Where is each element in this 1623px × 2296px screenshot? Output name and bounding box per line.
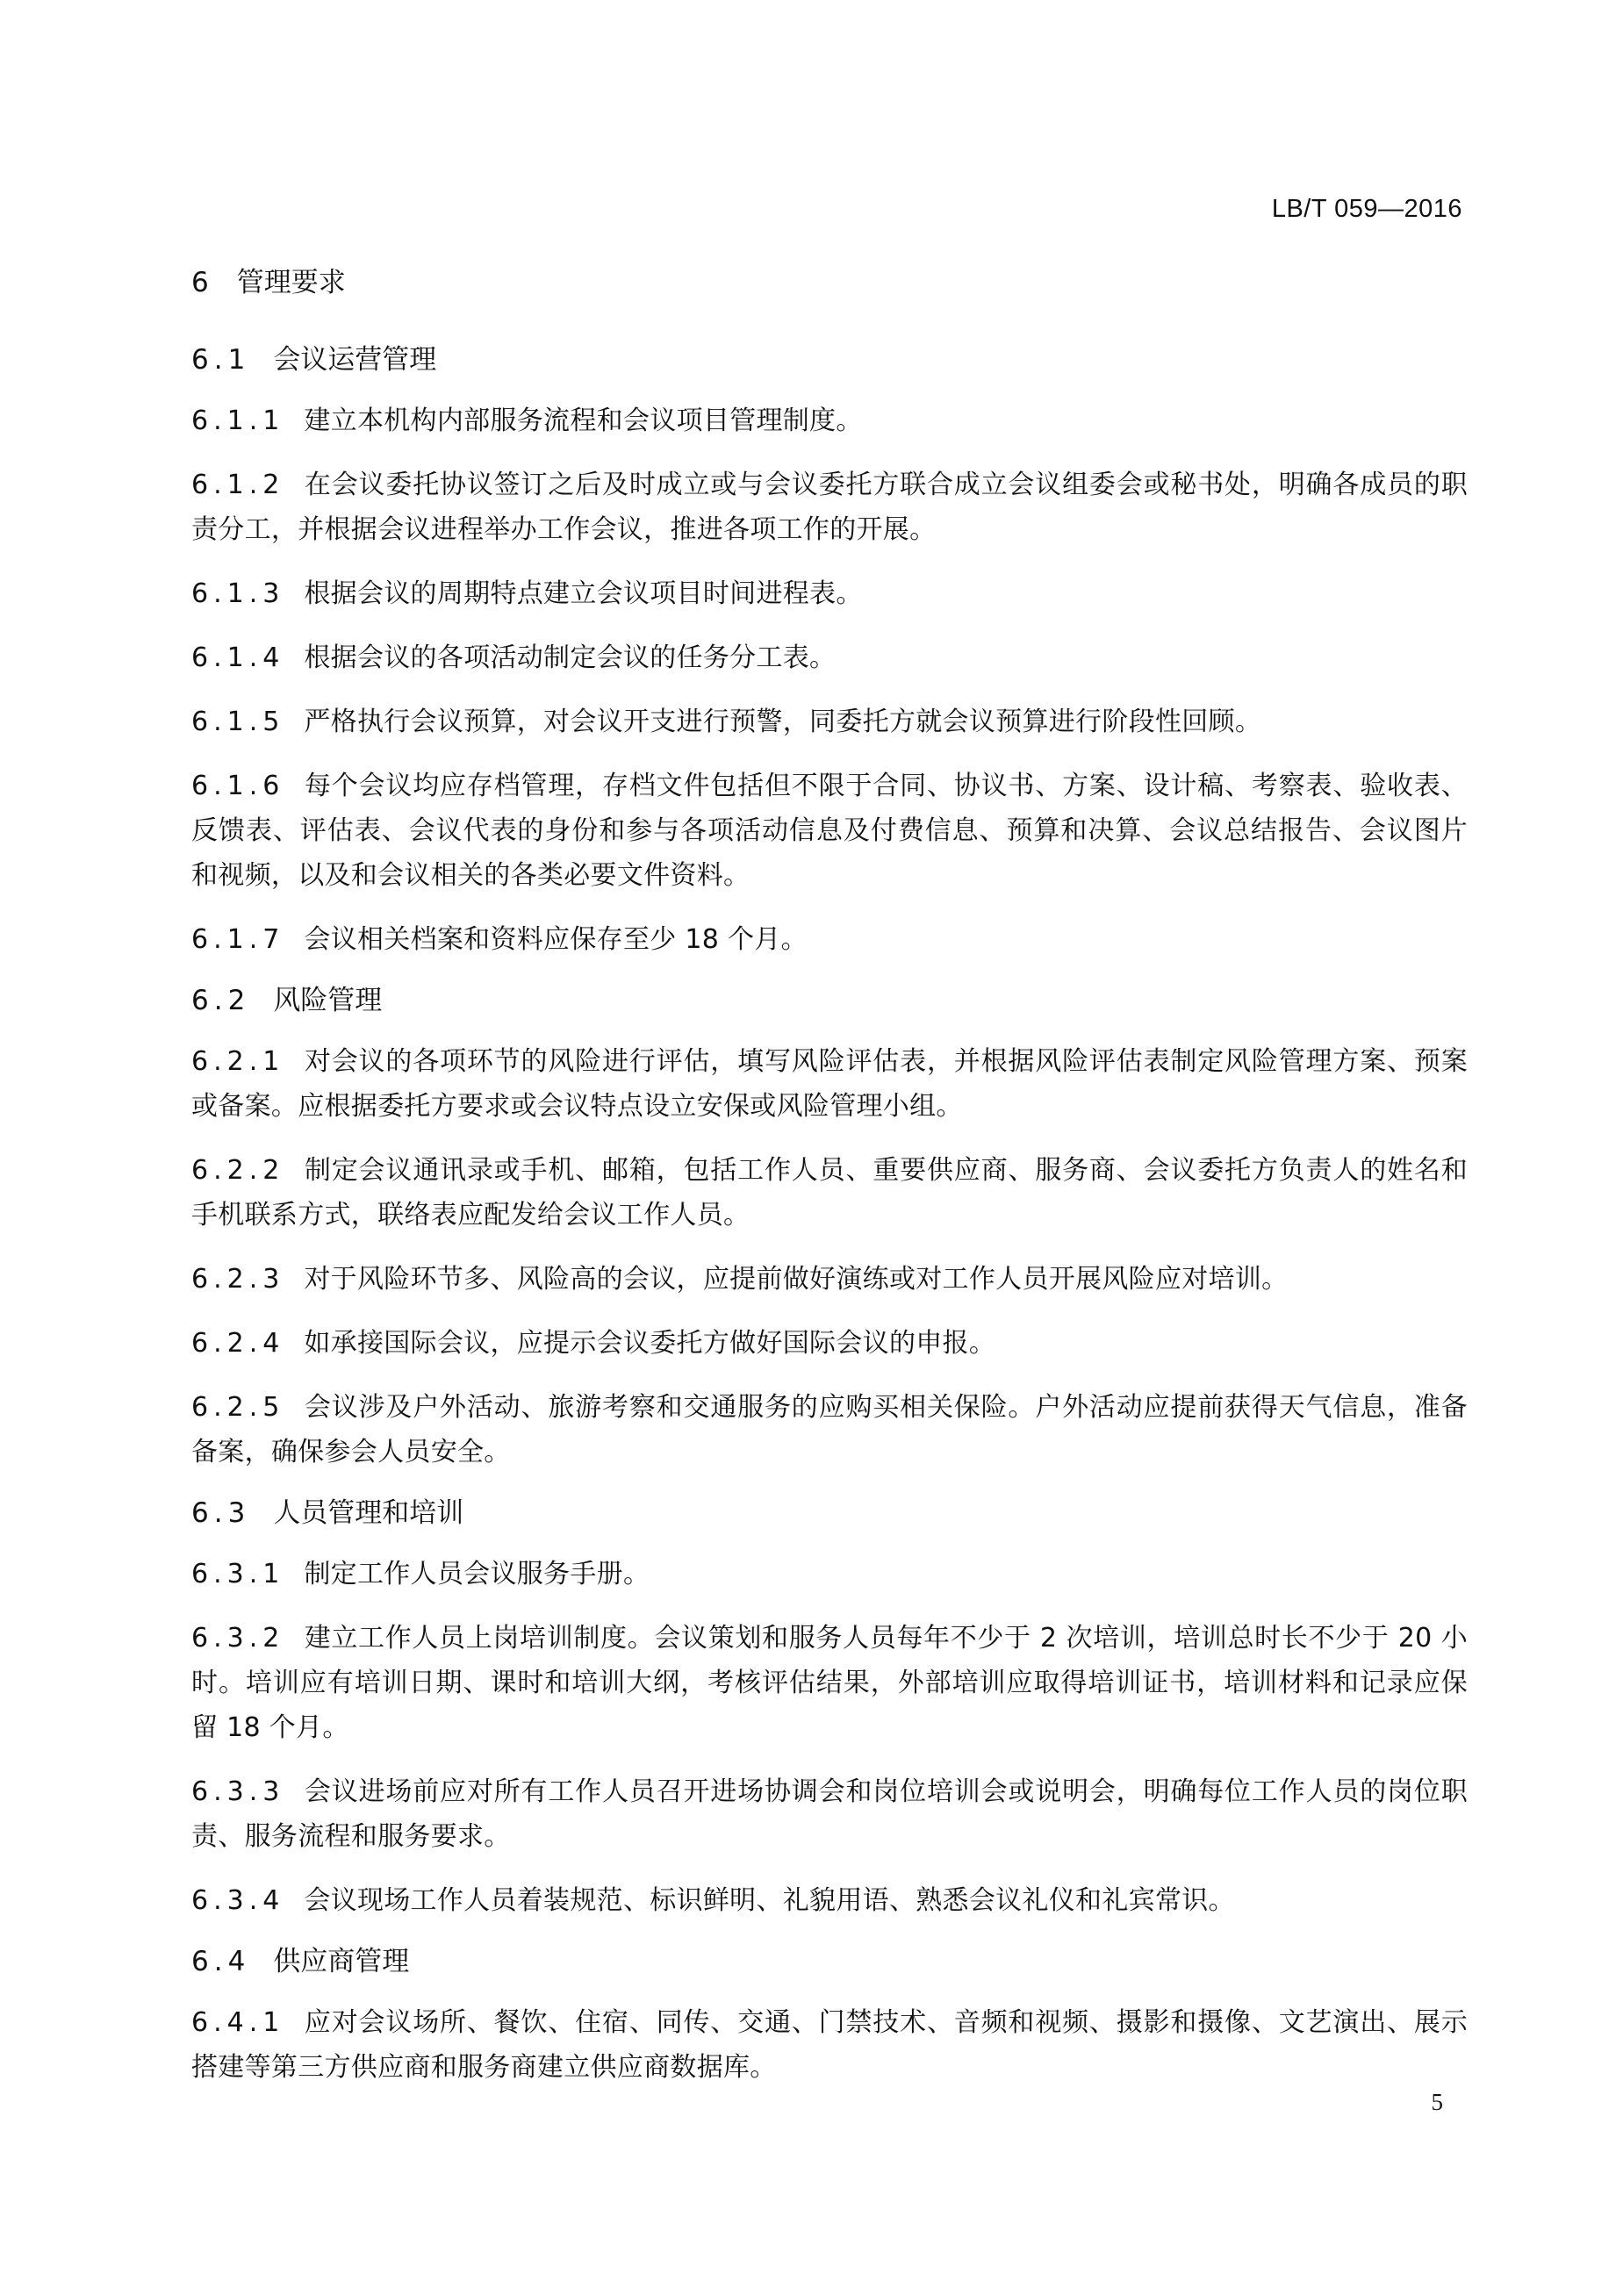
clause-text: 严格执行会议预算，对会议开支进行预警，同委托方就会议预算进行阶段性回顾。 bbox=[304, 707, 1262, 737]
clause-paragraph bbox=[191, 1385, 1468, 1474]
clause-text: 应对会议场所、餐饮、住宿、同传、交通、门禁技术、音频和视频、摄影和摄像、文艺演出、展示搭建等第三方供应商和服务商建立供应商数据库。 bbox=[191, 2007, 1468, 2083]
clause-text: 建立本机构内部服务流程和会议项目管理制度。 bbox=[304, 405, 863, 436]
clause-text: 会议相关档案和资料应保存至少 18 个月。 bbox=[304, 924, 808, 955]
clause-text: 建立工作人员上岗培训制度。会议策划和服务人员每年不少于 2 次培训，培训总时长不少于 20 小时。培训应有培训日期、课时和培训大纲，考核评估结果，外部培训应取得培训证书，培训材料和记录应保留 18 个月。 bbox=[191, 1623, 1468, 1743]
clause-paragraph bbox=[191, 463, 1468, 552]
clause-paragraph bbox=[191, 764, 1468, 898]
clause-paragraph bbox=[191, 1769, 1468, 1859]
clause-number: 6.1.6 bbox=[191, 771, 285, 801]
clause-paragraph bbox=[191, 1878, 1468, 1923]
clause-text: 对于风险环节多、风险高的会议，应提前做好演练或对工作人员开展风险应对培训。 bbox=[304, 1264, 1289, 1295]
clause-number: 6.3.1 bbox=[191, 1559, 285, 1589]
subsection-heading bbox=[191, 1494, 1468, 1532]
clause-paragraph bbox=[191, 1148, 1468, 1238]
clause-text: 会议涉及户外活动、旅游考察和交通服务的应购买相关保险。户外活动应提前获得天气信息，准备备案，确保参会人员安全。 bbox=[191, 1392, 1468, 1467]
clause-number: 6.1.5 bbox=[191, 707, 285, 737]
clause-text: 会议现场工作人员着装规范、标识鲜明、礼貌用语、熟悉会议礼仪和礼宾常识。 bbox=[304, 1885, 1235, 1916]
clause-text: 在会议委托协议签订之后及时成立或与会议委托方联合成立会议组委会或秘书处，明确各成员的职责分工，并根据会议进程举办工作会议，推进各项工作的开展。 bbox=[191, 470, 1468, 545]
clause-number: 6.2.5 bbox=[191, 1392, 285, 1423]
clause-text: 对会议的各项环节的风险进行评估，填写风险评估表，并根据风险评估表制定风险管理方案、预案或备案。应根据委托方要求或会议特点设立安保或风险管理小组。 bbox=[191, 1046, 1468, 1122]
subsection-title: 风险管理 bbox=[273, 985, 383, 1016]
clause-number: 6.3.4 bbox=[191, 1885, 285, 1916]
clause-text: 如承接国际会议，应提示会议委托方做好国际会议的申报。 bbox=[304, 1328, 996, 1359]
subsection-title: 人员管理和培训 bbox=[273, 1497, 464, 1529]
clause-paragraph bbox=[191, 1321, 1468, 1366]
clause-paragraph bbox=[191, 1552, 1468, 1596]
subsection-heading bbox=[191, 341, 1468, 379]
clause-number: 6.1.1 bbox=[191, 405, 285, 436]
subsection-title: 供应商管理 bbox=[273, 1946, 410, 1977]
clause-paragraph bbox=[191, 635, 1468, 680]
clause-text: 制定会议通讯录或手机、邮箱，包括工作人员、重要供应商、服务商、会议委托方负责人的姓名和手机联系方式，联络表应配发给会议工作人员。 bbox=[191, 1155, 1468, 1231]
clause-paragraph bbox=[191, 398, 1468, 443]
clause-number: 6.1.3 bbox=[191, 578, 285, 609]
subsection-title: 会议运营管理 bbox=[273, 344, 437, 376]
subsection-number: 6.2 bbox=[191, 985, 251, 1016]
document-body bbox=[191, 263, 1468, 2109]
clause-number: 6.2.4 bbox=[191, 1328, 285, 1359]
clause-number: 6.2.3 bbox=[191, 1264, 285, 1295]
section-number: 6 bbox=[191, 267, 214, 298]
clause-number: 6.1.4 bbox=[191, 642, 285, 673]
clause-paragraph bbox=[191, 700, 1468, 744]
clause-paragraph bbox=[191, 917, 1468, 962]
section-title: 管理要求 bbox=[236, 267, 346, 298]
clause-paragraph bbox=[191, 1257, 1468, 1302]
clause-number: 6.1.7 bbox=[191, 924, 285, 955]
clause-text: 制定工作人员会议服务手册。 bbox=[304, 1559, 650, 1589]
clause-paragraph bbox=[191, 2000, 1468, 2090]
clause-number: 6.2.1 bbox=[191, 1046, 285, 1077]
clause-paragraph bbox=[191, 1039, 1468, 1129]
clause-number: 6.4.1 bbox=[191, 2007, 285, 2038]
clause-paragraph bbox=[191, 1616, 1468, 1750]
subsection-heading bbox=[191, 1942, 1468, 1981]
clause-number: 6.3.2 bbox=[191, 1623, 285, 1654]
clause-paragraph bbox=[191, 571, 1468, 616]
clause-number: 6.3.3 bbox=[191, 1776, 285, 1807]
subsection-number: 6.4 bbox=[191, 1946, 251, 1977]
section-heading bbox=[191, 263, 1468, 302]
clause-number: 6.1.2 bbox=[191, 470, 285, 500]
clause-number: 6.2.2 bbox=[191, 1155, 285, 1186]
standard-code: LB/T 059—2016 bbox=[1271, 195, 1462, 223]
subsections-container bbox=[191, 341, 1468, 2090]
clause-text: 根据会议的周期特点建立会议项目时间进程表。 bbox=[304, 578, 863, 609]
clause-text: 每个会议均应存档管理，存档文件包括但不限于合同、协议书、方案、设计稿、考察表、验收表、反馈表、评估表、会议代表的身份和参与各项活动信息及付费信息、预算和决算、会议总结报告、会议图片和视频，以及和会议相关的各类必要文件资料。 bbox=[191, 771, 1468, 891]
subsection-heading bbox=[191, 981, 1468, 1020]
subsection-number: 6.1 bbox=[191, 344, 251, 376]
clause-text: 会议进场前应对所有工作人员召开进场协调会和岗位培训会或说明会，明确每位工作人员的岗位职责、服务流程和服务要求。 bbox=[191, 1776, 1468, 1852]
subsection-number: 6.3 bbox=[191, 1497, 251, 1529]
clause-text: 根据会议的各项活动制定会议的任务分工表。 bbox=[304, 642, 837, 673]
page-number: 5 bbox=[1431, 2089, 1443, 2115]
